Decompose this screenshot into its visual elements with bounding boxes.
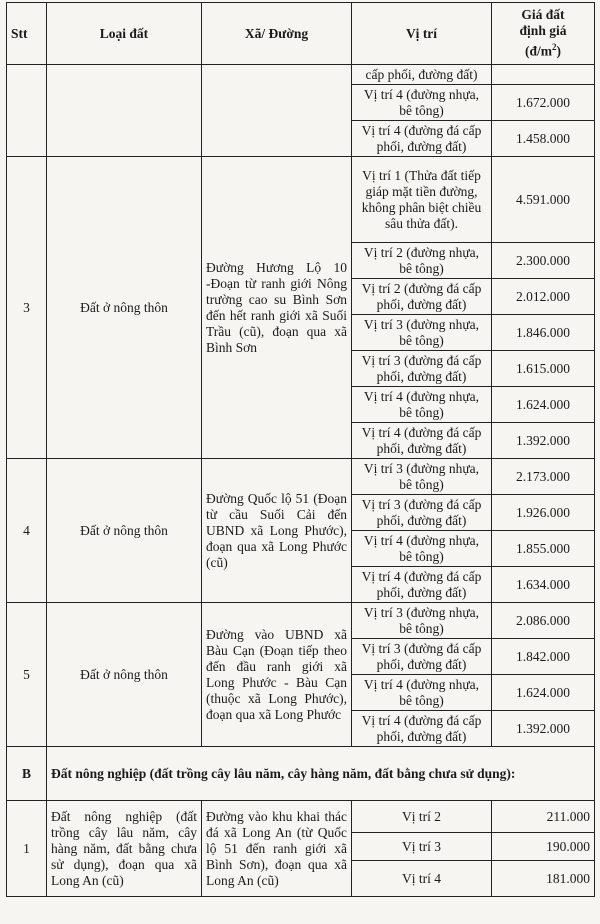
section-b-row <box>7 747 595 801</box>
position-cell: Vị trí 4 (đường nhựa, bê tông) <box>352 85 492 121</box>
col-land-type-header: Loại đất <box>47 3 202 65</box>
position-cell: Vị trí 4 (đường nhựa, bê tông) <box>352 531 492 567</box>
position-cell: cấp phối, đường đất) <box>352 65 492 85</box>
price-cell: 1.634.000 <box>492 567 595 603</box>
position-cell: Vị trí 4 (đường nhựa, bê tông) <box>352 387 492 423</box>
position-cell: Vị trí 4 (đường nhựa, bê tông) <box>352 675 492 711</box>
position-cell: Vị trí 3 (đường nhựa, bê tông) <box>352 459 492 495</box>
position-cell: Vị trí 1 (Thửa đất tiếp giáp mặt tiền đường, không phân biệt chiều sâu thửa đất). <box>352 157 492 243</box>
price-cell: 211.000 <box>492 801 595 833</box>
table-row <box>7 459 595 495</box>
land-type-cell: Đất ở nông thôn <box>47 459 202 603</box>
road-cell: Đường Hương Lộ 10 -Đoạn từ ranh giới Nông trường cao su Bình Sơn đến hết ranh giới xã Suối Trầu (cũ), đoạn qua xã Bình Sơn <box>202 157 352 459</box>
col-price-header <box>492 3 595 65</box>
price-cell <box>492 65 595 85</box>
price-cell: 1.392.000 <box>492 711 595 747</box>
section-b-title: Đất nông nghiệp (đất trồng cây lâu năm, cây hàng năm, đất bằng chưa sử dụng): <box>47 747 595 801</box>
stt-cell: 5 <box>7 603 47 747</box>
price-cell: 2.173.000 <box>492 459 595 495</box>
land-price-table <box>6 2 595 897</box>
table-row <box>7 801 595 833</box>
price-cell: 1.672.000 <box>492 85 595 121</box>
price-cell: 1.624.000 <box>492 675 595 711</box>
stt-cell: 4 <box>7 459 47 603</box>
price-cell: 1.926.000 <box>492 495 595 531</box>
table-row <box>7 603 595 639</box>
position-cell: Vị trí 3 (đường đá cấp phối, đường đất) <box>352 639 492 675</box>
position-cell: Vị trí 2 <box>352 801 492 833</box>
col-position-header: Vị trí <box>352 3 492 65</box>
stt-cell: 3 <box>7 157 47 459</box>
road-cell: Đường Quốc lộ 51 (Đoạn từ cầu Suối Cải đến UBND xã Long Phước), đoạn qua xã Long Phước (cũ) <box>202 459 352 603</box>
price-cell: 181.000 <box>492 861 595 897</box>
col-stt-header: Stt <box>7 3 47 65</box>
table-row <box>7 65 595 85</box>
price-cell: 2.012.000 <box>492 279 595 315</box>
price-header-line1: Giá đất <box>521 7 565 23</box>
position-cell: Vị trí 2 (đường nhựa, bê tông) <box>352 243 492 279</box>
land-type-cell: Đất nông nghiệp (đất trồng cây lâu năm, cây hàng năm, đất bằng chưa sử dụng), đoạn qua xã Long An (cũ) <box>47 801 202 897</box>
price-cell: 1.615.000 <box>492 351 595 387</box>
price-cell: 1.846.000 <box>492 315 595 351</box>
price-cell: 1.624.000 <box>492 387 595 423</box>
price-header-line2: định giá <box>519 23 567 39</box>
land-type-cell: Đất ở nông thôn <box>47 157 202 459</box>
price-cell: 2.086.000 <box>492 603 595 639</box>
col-road-header: Xã/ Đường <box>202 3 352 65</box>
position-cell: Vị trí 4 (đường đá cấp phối, đường đất) <box>352 567 492 603</box>
header-row <box>7 3 595 65</box>
cont-land-type-cell <box>47 65 202 157</box>
road-cell: Đường vào UBND xã Bàu Cạn (Đoạn tiếp theo đến đầu ranh giới xã Long Phước - Bàu Cạn (thuộc xã Long Phước), đoạn qua xã Long Phước <box>202 603 352 747</box>
price-cell: 1.458.000 <box>492 121 595 157</box>
position-cell: Vị trí 3 (đường nhựa, bê tông) <box>352 315 492 351</box>
position-cell: Vị trí 4 (đường đá cấp phối, đường đất) <box>352 121 492 157</box>
position-cell: Vị trí 2 (đường đá cấp phối, đường đất) <box>352 279 492 315</box>
position-cell: Vị trí 3 <box>352 833 492 861</box>
position-cell: Vị trí 3 (đường nhựa, bê tông) <box>352 603 492 639</box>
cont-road-cell <box>202 65 352 157</box>
position-cell: Vị trí 3 (đường đá cấp phối, đường đất) <box>352 351 492 387</box>
stt-cell: 1 <box>7 801 47 897</box>
cont-stt-cell <box>7 65 47 157</box>
price-header-unit: $(đ/m^2)$ <box>525 42 561 59</box>
section-b-label: B <box>7 747 47 801</box>
price-cell: 190.000 <box>492 833 595 861</box>
position-cell: Vị trí 4 <box>352 861 492 897</box>
table-row <box>7 157 595 243</box>
price-cell: 1.392.000 <box>492 423 595 459</box>
price-cell: 4.591.000 <box>492 157 595 243</box>
position-cell: Vị trí 4 (đường đá cấp phối, đường đất) <box>352 423 492 459</box>
position-cell: Vị trí 3 (đường đá cấp phối, đường đất) <box>352 495 492 531</box>
price-cell: 2.300.000 <box>492 243 595 279</box>
position-cell: Vị trí 4 (đường đá cấp phối, đường đất) <box>352 711 492 747</box>
road-cell: Đường vào khu khai thác đá xã Long An (từ Quốc lộ 51 đến ranh giới xã Bình Sơn), đoạn qua xã Long An (cũ) <box>202 801 352 897</box>
price-cell: 1.842.000 <box>492 639 595 675</box>
land-type-cell: Đất ở nông thôn <box>47 603 202 747</box>
price-cell: 1.855.000 <box>492 531 595 567</box>
